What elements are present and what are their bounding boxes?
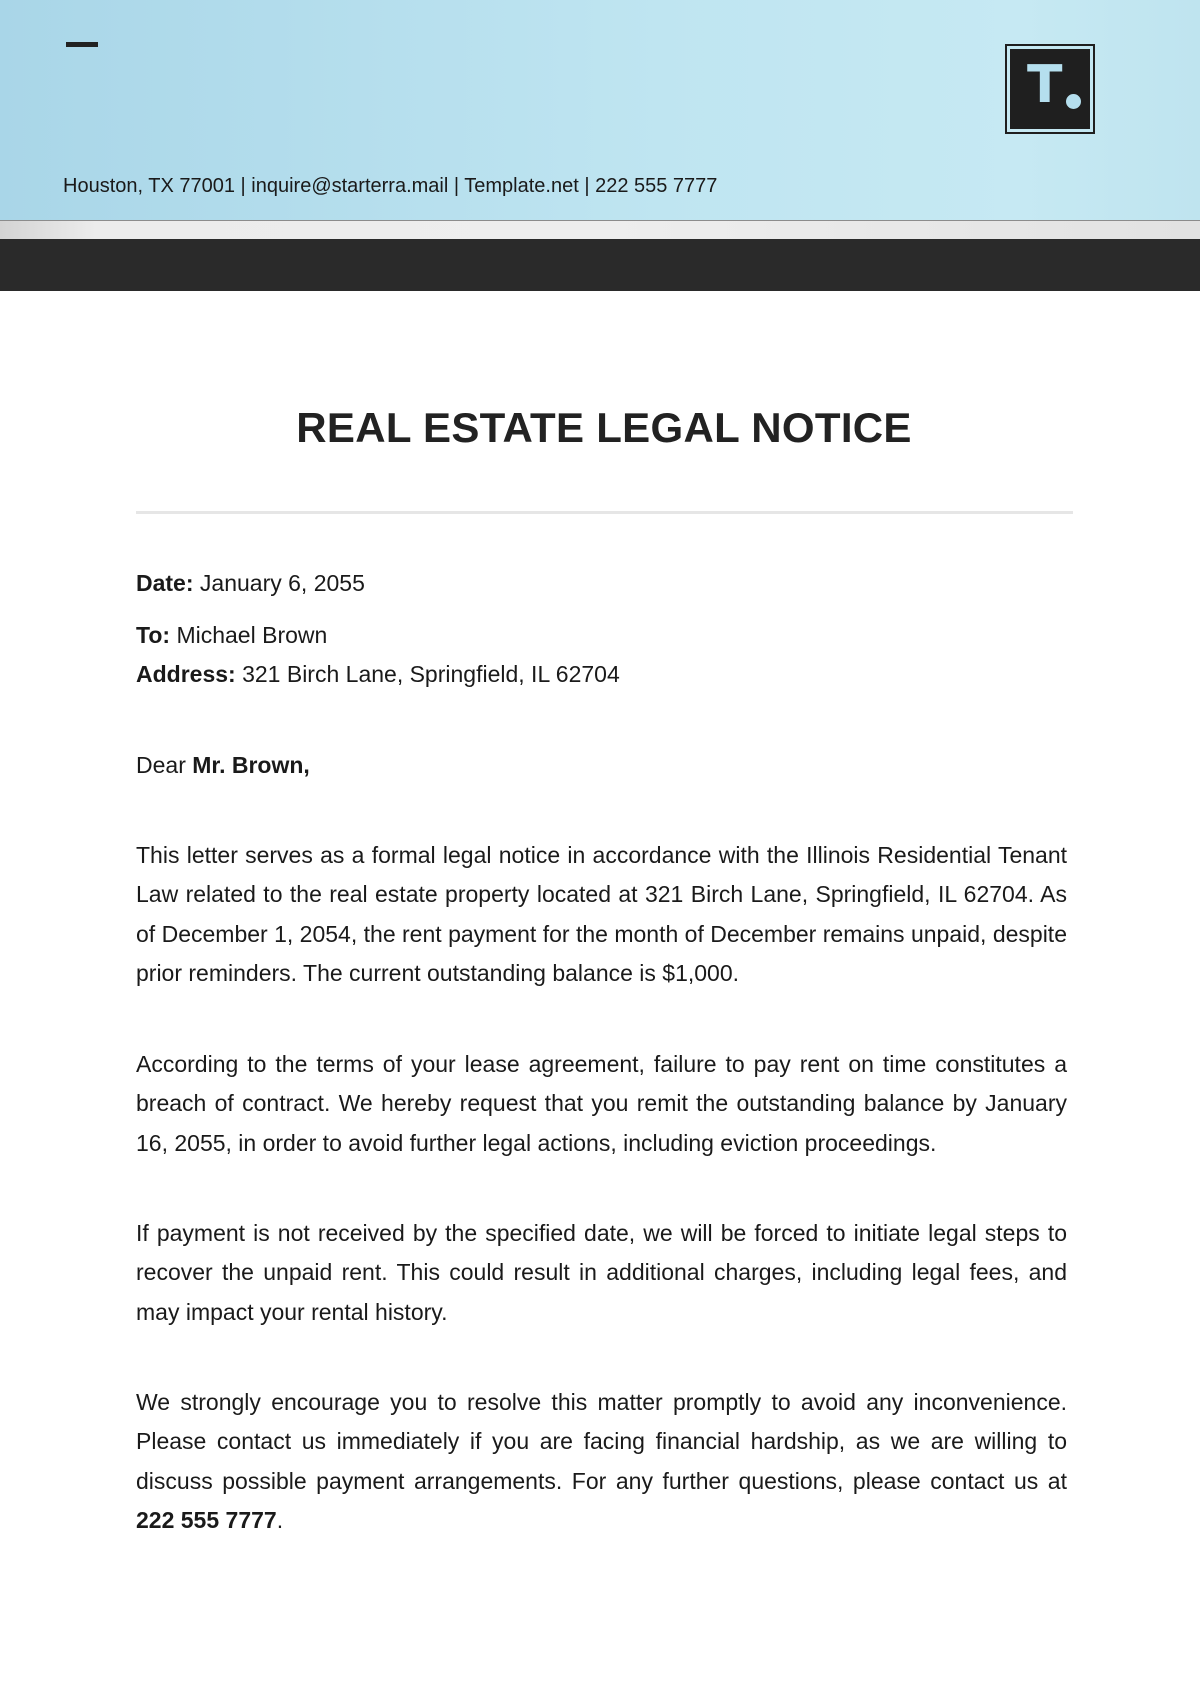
salutation-name: Mr. Brown, (192, 752, 310, 778)
date-label: Date: (136, 570, 194, 596)
address-value: 321 Birch Lane, Springfield, IL 62704 (242, 661, 620, 687)
template-logo-icon (1005, 44, 1095, 134)
closing-phone: 222 555 7777 (136, 1506, 277, 1533)
dash-mark (66, 42, 98, 47)
logo-letter: T (1027, 55, 1063, 115)
to-value: Michael Brown (176, 622, 328, 648)
salutation (136, 750, 310, 780)
salutation-prefix: Dear (136, 752, 186, 778)
logo-dot (1066, 94, 1081, 109)
header-divider-light (0, 220, 1200, 239)
address-field (136, 659, 620, 689)
date-field (136, 568, 365, 598)
paragraph-2: According to the terms of your lease agreement, failure to pay rent on time constitutes a breach of contract. We hereby request that you remit the outstanding balance by January 16, 2055, in order to avoid further legal actions, including eviction proceedings. (136, 1051, 1067, 1156)
to-label: To: (136, 622, 171, 648)
address-label: Address: (136, 661, 236, 687)
title-rule (136, 511, 1073, 514)
paragraph-4 (136, 1383, 1067, 1540)
closing-period: . (276, 1506, 284, 1533)
date-value: January 6, 2055 (199, 570, 365, 596)
paragraph-1: This letter serves as a formal legal notice in accordance with the Illinois Residential Tenant Law related to the real estate property located at 321 Birch Lane, Springfield, IL 62704. As of December 1, 2054, the rent payment for the month of December remains unpaid, despite prior reminders. The current outstanding balance is $1,000. (136, 842, 1067, 986)
header-divider-dark (0, 239, 1200, 291)
recipient-field (136, 620, 327, 650)
page-title: REAL ESTATE LEGAL NOTICE (296, 404, 912, 451)
letterhead (0, 0, 1200, 220)
logo-box (1010, 49, 1090, 129)
paragraph-3: If payment is not received by the specified date, we will be forced to initiate legal steps to recover the unpaid rent. This could result in additional charges, including legal fees, and may impact your rental history. (136, 1220, 1067, 1325)
contact-info: Houston, TX 77001 | inquire@starterra.mail | Template.net | 222 555 7777 (63, 175, 718, 197)
paragraph-4-text: We strongly encourage you to resolve this matter promptly to avoid any inconvenience. Please contact us immediately if you are facing financial hardship, as we are willing to discuss possible payment arrangements. For any further questions, please contact us at (136, 1389, 1067, 1494)
